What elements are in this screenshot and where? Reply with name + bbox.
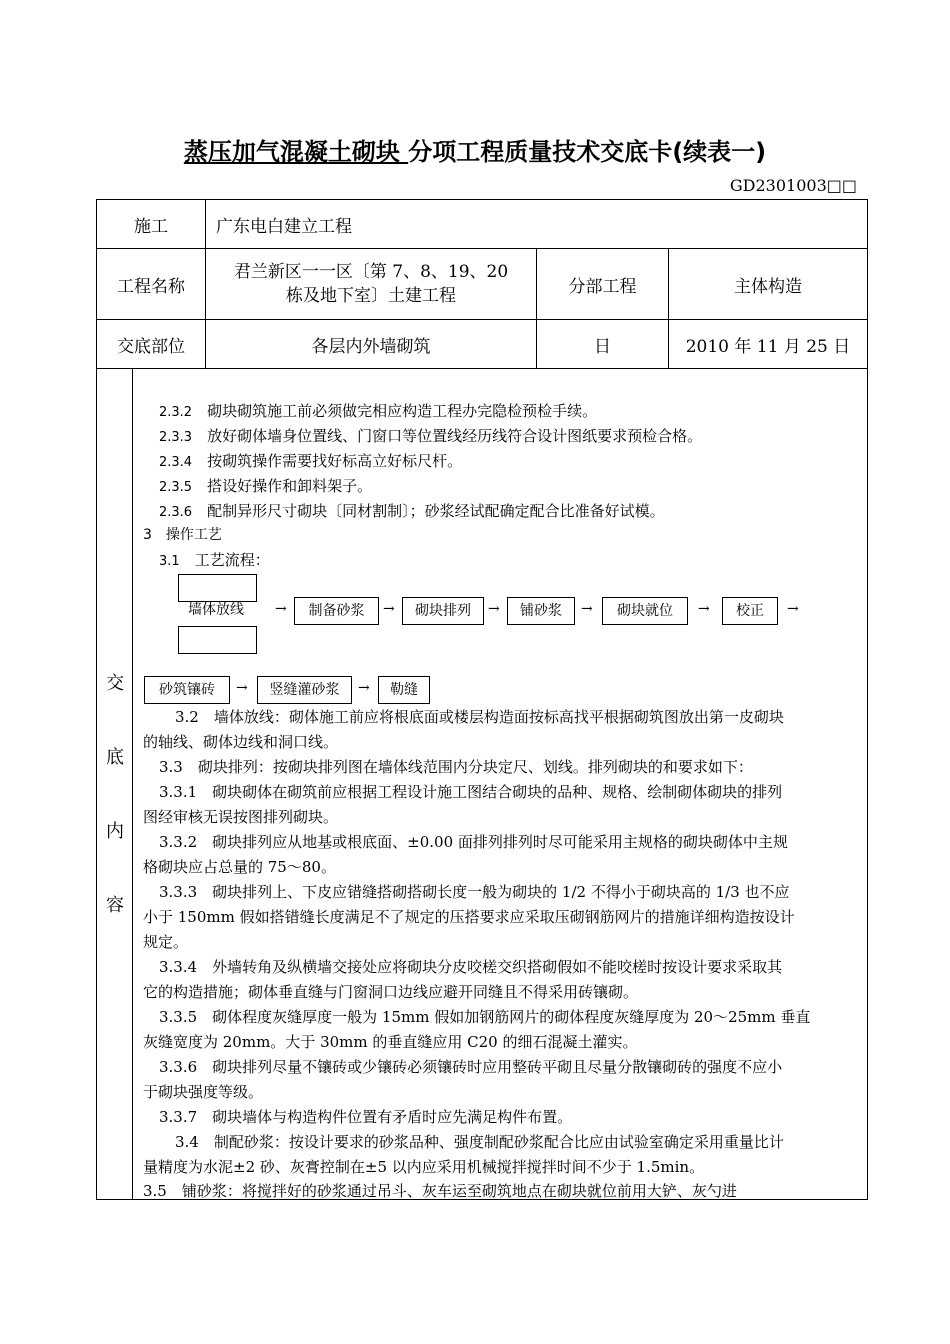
- content-line: 它的构造措施；砌体垂直缝与门窗洞口边线应避开同缝且不得采用砖镶砌。: [143, 983, 639, 1001]
- content-line: 3.3 砌块排列：按砌块排列图在墙体线范围内分块定尺、划线。排列砌块的和要求如下：: [159, 758, 753, 776]
- flow-label-wall-layout: 墙体放线: [188, 602, 244, 618]
- flow-box-mortar-prep: 制备砂浆: [294, 597, 379, 625]
- side-char: 内: [106, 821, 124, 842]
- date-label: 日: [537, 320, 669, 369]
- content-line: 于砌块强度等级。: [143, 1083, 264, 1101]
- flow-arrow: →: [236, 680, 248, 696]
- project-value-line2: 栋及地下室〕土建工程: [286, 286, 456, 306]
- shigong-value: 广东电白建立工程: [206, 200, 868, 249]
- side-char: 底: [106, 747, 124, 768]
- document-code: GD2301003□□: [729, 176, 857, 195]
- content-line: 2.3.3 放好砌体墙身位置线、门窗口等位置线经历线符合设计图纸要求预检合格。: [159, 427, 703, 445]
- flow-arrow: →: [488, 601, 500, 617]
- content-line: 3.4 制配砂浆：按设计要求的砂浆品种、强度制配砂浆配合比应由试验室确定采用重量比计: [175, 1133, 784, 1151]
- flow-arrow: →: [787, 601, 799, 617]
- side-char: 交: [106, 673, 124, 694]
- flow-box-spread-mortar: 铺砂浆: [507, 597, 575, 625]
- flow-box-empty-bottom: [178, 626, 257, 654]
- shigong-label: 施工: [97, 200, 206, 249]
- flow-box-pointing: 勒缝: [378, 676, 430, 704]
- content-line: 格砌块应占总量的 75～80。: [143, 858, 336, 876]
- part-label: 交底部位: [97, 320, 206, 369]
- flow-arrow: →: [358, 680, 370, 696]
- flow-box-brick-insert: 砂筑镶砖: [144, 676, 230, 704]
- content-line: 量精度为水泥±2 砂、灰膏控制在±5 以内应采用机械搅拌搅拌时间不少于 1.5min。: [143, 1158, 705, 1176]
- flow-arrow: →: [581, 601, 593, 617]
- content-line: 的轴线、砌体边线和洞口线。: [143, 733, 339, 751]
- content-line: 规定。: [143, 933, 189, 951]
- content-line: 3.3.2 砌块排列应从地基或根底面、±0.00 面排列排列时尽可能采用主规格的砌块砌体中主规: [159, 833, 788, 851]
- division-value: 主体构造: [669, 249, 868, 320]
- flow-arrow: →: [383, 601, 395, 617]
- content-line: 3.3.7 砌块墙体与构造构件位置有矛盾时应先满足构件布置。: [159, 1108, 573, 1126]
- date-value: 2010 年 11 月 25 日: [669, 320, 868, 369]
- content-line: 2.3.6 配制异形尺寸砌块〔同材割制〕；砂浆经试配确定配合比准备好试模。: [159, 502, 665, 520]
- title-underlined: 蒸压加气混凝土砌块: [183, 138, 409, 166]
- content-line: 3.5 铺砂浆：将搅拌好的砂浆通过吊斗、灰车运至砌筑地点在砌块就位前用大铲、灰勺进: [143, 1182, 737, 1200]
- content-line: 2.3.4 按砌筑操作需要找好标高立好标尺杆。: [159, 452, 463, 470]
- flow-box-empty-top: [178, 574, 257, 602]
- content-line: 图经审核无误按图排列砌块。: [143, 808, 339, 826]
- content-line: 2.3.2 砌块砌筑施工前必须做完相应构造工程办完隐检预检手续。: [159, 402, 598, 420]
- content-cell: [133, 369, 868, 1200]
- project-value-line1: 君兰新区一一区〔第 7、8、19、20: [233, 262, 509, 282]
- content-line: 3.1 工艺流程：: [159, 551, 270, 569]
- section-heading: 3 操作工艺: [143, 527, 222, 543]
- content-line: 小于 150mm 假如搭错缝长度满足不了规定的压搭要求应采取压砌钢筋网片的措施详细构造按设计: [143, 908, 795, 926]
- content-line: 3.3.3 砌块排列上、下皮应错缝搭砌搭砌长度一般为砌块的 1/2 不得小于砌块高的 1/3 也不应: [159, 883, 790, 901]
- content-line: 3.3.6 砌块排列尽量不镶砖或少镶砖必须镶砖时应用整砖平砌且尽量分散镶砌砖的强度不应小: [159, 1058, 783, 1076]
- content-line: 3.3.4 外墙转角及纵横墙交接处应将砌块分皮咬槎交织搭砌假如不能咬槎时按设计要求采取其: [159, 958, 783, 976]
- content-line: 3.3.1 砌块砌体在砌筑前应根据工程设计施工图结合砌块的品种、规格、绘制砌体砌块的排列: [159, 783, 783, 801]
- part-value: 各层内外墙砌筑: [206, 320, 537, 369]
- flow-box-block-place: 砌块就位: [602, 597, 688, 625]
- page-title: [0, 132, 950, 167]
- side-label-cell: [97, 369, 133, 1200]
- content-line: 灰缝宽度为 20mm。大于 30mm 的垂直缝应用 C20 的细石混凝土灌实。: [143, 1033, 638, 1051]
- content-line: 2.3.5 搭设好操作和卸料架子。: [159, 477, 373, 495]
- content-line: 3.3.5 砌体程度灰缝厚度一般为 15mm 假如加钢筋网片的砌体程度灰缝厚度为 20～25mm 垂直: [159, 1008, 811, 1026]
- content-line: 3.2 墙体放线：砌体施工前应将根底面或楼层构造面按标高找平根据砌筑图放出第一皮砌块: [175, 708, 784, 726]
- flow-box-vertical-joint: 竖缝灌砂浆: [257, 676, 352, 704]
- side-char: 容: [106, 895, 124, 916]
- project-label: 工程名称: [97, 249, 206, 320]
- division-label: 分部工程: [537, 249, 669, 320]
- disclosure-table: [96, 199, 868, 1200]
- flow-box-correct: 校正: [722, 597, 778, 625]
- project-value: [206, 249, 537, 320]
- flow-arrow: →: [698, 601, 710, 617]
- flow-arrow: →: [275, 601, 287, 617]
- flow-box-block-arrange: 砌块排列: [402, 597, 484, 625]
- title-rest: 分项工程质量技术交底卡(续表一): [408, 138, 767, 166]
